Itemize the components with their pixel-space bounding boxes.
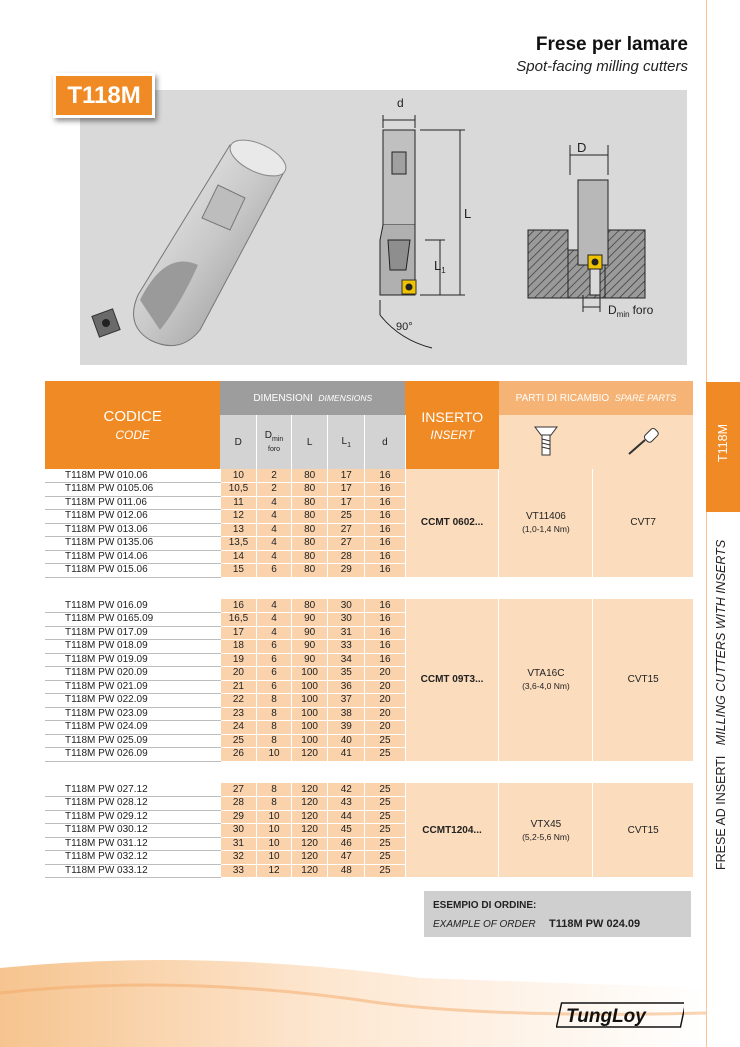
screw-torque: (3,6-4,0 Nm) bbox=[522, 681, 570, 692]
cell-code: T118M PW 012.06 bbox=[45, 510, 220, 524]
cell-D: 17 bbox=[220, 626, 256, 640]
cell-code: T118M PW 021.09 bbox=[45, 680, 220, 694]
cell-L: 80 bbox=[292, 564, 328, 578]
cell-L1: 39 bbox=[328, 721, 365, 735]
side-category bbox=[714, 540, 728, 870]
table-row bbox=[45, 783, 693, 797]
cell-D: 19 bbox=[220, 653, 256, 667]
cell-dmin: 4 bbox=[257, 537, 292, 551]
cell-d: 16 bbox=[365, 564, 405, 578]
side-divider bbox=[706, 0, 707, 1047]
cell-D: 15 bbox=[220, 564, 256, 578]
cell-L1: 33 bbox=[328, 640, 365, 654]
cell-D: 23 bbox=[220, 707, 256, 721]
cell-d: 20 bbox=[365, 694, 405, 708]
table-row bbox=[45, 599, 693, 613]
cell-D: 33 bbox=[220, 864, 256, 878]
col-L1: $L_1$ bbox=[328, 415, 365, 469]
cell-D: 30 bbox=[220, 824, 256, 838]
section-view-drawing bbox=[528, 145, 645, 312]
cell-L1: 44 bbox=[328, 810, 365, 824]
cell-L1: 28 bbox=[328, 550, 365, 564]
decorative-band bbox=[0, 948, 706, 1047]
cell-L1: 45 bbox=[328, 824, 365, 838]
cell-L: 80 bbox=[292, 469, 328, 483]
title-block bbox=[516, 34, 688, 75]
cell-dmin: 6 bbox=[257, 640, 292, 654]
order-example-code: T118M PW 024.09 bbox=[549, 918, 641, 930]
cell-code: T118M PW 014.06 bbox=[45, 550, 220, 564]
cell-L1: 17 bbox=[328, 496, 365, 510]
cell-L1: 40 bbox=[328, 734, 365, 748]
cell-d: 16 bbox=[365, 469, 405, 483]
cell-dmin: 2 bbox=[257, 469, 292, 483]
cell-dmin: 4 bbox=[257, 550, 292, 564]
header-code: CODICE CODE bbox=[45, 381, 220, 469]
cell-key: CVT15 bbox=[593, 783, 693, 878]
cell-L1: 17 bbox=[328, 483, 365, 497]
cell-d: 25 bbox=[365, 783, 405, 797]
cell-L: 120 bbox=[292, 837, 328, 851]
cell-L: 120 bbox=[292, 810, 328, 824]
dim-label-L: L bbox=[464, 206, 472, 221]
cell-L: 120 bbox=[292, 797, 328, 811]
cell-D: 10 bbox=[220, 469, 256, 483]
tungaloy-logo bbox=[556, 1001, 684, 1029]
cell-code: T118M PW 033.12 bbox=[45, 864, 220, 878]
cell-L1: 27 bbox=[328, 523, 365, 537]
cell-insert: CCMT 0602... bbox=[405, 469, 499, 577]
cell-dmin: 10 bbox=[257, 824, 292, 838]
cell-d: 16 bbox=[365, 550, 405, 564]
cell-L1: 29 bbox=[328, 564, 365, 578]
cell-L: 100 bbox=[292, 721, 328, 735]
side-category-en: MILLING CUTTERS WITH INSERTS bbox=[714, 539, 728, 746]
cell-L1: 17 bbox=[328, 469, 365, 483]
cell-d: 20 bbox=[365, 721, 405, 735]
cell-L: 120 bbox=[292, 851, 328, 865]
cell-L: 100 bbox=[292, 707, 328, 721]
cell-L1: 31 bbox=[328, 626, 365, 640]
cell-dmin: 8 bbox=[257, 694, 292, 708]
cell-code: T118M PW 017.09 bbox=[45, 626, 220, 640]
cell-dmin: 8 bbox=[257, 734, 292, 748]
cutter-3d-image bbox=[92, 133, 291, 346]
cell-dmin: 8 bbox=[257, 797, 292, 811]
cell-screw bbox=[499, 469, 593, 577]
spec-table bbox=[45, 381, 693, 878]
cell-L: 120 bbox=[292, 864, 328, 878]
cell-dmin: 10 bbox=[257, 837, 292, 851]
cell-L: 120 bbox=[292, 824, 328, 838]
cell-L: 80 bbox=[292, 550, 328, 564]
cell-code: T118M PW 019.09 bbox=[45, 653, 220, 667]
dim-label-d: d bbox=[397, 96, 404, 110]
group-spacer bbox=[45, 577, 693, 599]
cell-L: 90 bbox=[292, 653, 328, 667]
cell-code: T118M PW 022.09 bbox=[45, 694, 220, 708]
cell-dmin: 4 bbox=[257, 496, 292, 510]
cell-d: 16 bbox=[365, 510, 405, 524]
cell-L: 100 bbox=[292, 734, 328, 748]
order-example-box bbox=[424, 891, 691, 937]
cell-code: T118M PW 030.12 bbox=[45, 824, 220, 838]
cutter-drawing bbox=[80, 90, 687, 365]
screw-torque: (1,0-1,4 Nm) bbox=[522, 524, 570, 535]
cell-D: 28 bbox=[220, 797, 256, 811]
cell-d: 25 bbox=[365, 810, 405, 824]
cell-dmin: 4 bbox=[257, 523, 292, 537]
cell-code: T118M PW 023.09 bbox=[45, 707, 220, 721]
cell-code: T118M PW 010.06 bbox=[45, 469, 220, 483]
cell-dmin: 4 bbox=[257, 510, 292, 524]
cell-code: T118M PW 016.09 bbox=[45, 599, 220, 613]
cell-D: 13,5 bbox=[220, 537, 256, 551]
cell-D: 22 bbox=[220, 694, 256, 708]
col-dmin: $D_{min}$ foro bbox=[257, 415, 292, 469]
spec-table-body bbox=[45, 469, 693, 878]
cell-d: 25 bbox=[365, 734, 405, 748]
table-row bbox=[45, 469, 693, 483]
cell-code: T118M PW 015.06 bbox=[45, 564, 220, 578]
cell-L1: 41 bbox=[328, 748, 365, 762]
cell-code: T118M PW 0105.06 bbox=[45, 483, 220, 497]
cell-L1: 47 bbox=[328, 851, 365, 865]
cell-D: 24 bbox=[220, 721, 256, 735]
page-subtitle: Spot-facing milling cutters bbox=[516, 58, 688, 75]
order-label-en: EXAMPLE OF ORDER bbox=[433, 919, 536, 930]
cell-D: 20 bbox=[220, 667, 256, 681]
cell-L: 100 bbox=[292, 667, 328, 681]
cell-d: 25 bbox=[365, 837, 405, 851]
cell-L: 90 bbox=[292, 613, 328, 627]
cell-code: T118M PW 0135.06 bbox=[45, 537, 220, 551]
cell-D: 27 bbox=[220, 783, 256, 797]
dim-label-D: D bbox=[577, 140, 587, 155]
cell-L1: 42 bbox=[328, 783, 365, 797]
cell-d: 20 bbox=[365, 680, 405, 694]
cell-d: 16 bbox=[365, 613, 405, 627]
header-spare-parts: PARTI DI RICAMBIO SPARE PARTS bbox=[499, 381, 693, 415]
cell-D: 10,5 bbox=[220, 483, 256, 497]
cell-code: T118M PW 027.12 bbox=[45, 783, 220, 797]
cell-D: 11 bbox=[220, 496, 256, 510]
cell-L1: 38 bbox=[328, 707, 365, 721]
cell-D: 12 bbox=[220, 510, 256, 524]
cell-D: 16,5 bbox=[220, 613, 256, 627]
screw-icon bbox=[499, 415, 593, 469]
cell-L1: 46 bbox=[328, 837, 365, 851]
screw-code: VTX45 bbox=[530, 818, 562, 830]
cell-L: 90 bbox=[292, 640, 328, 654]
page-title: Frese per lamare bbox=[535, 34, 688, 55]
cell-d: 16 bbox=[365, 653, 405, 667]
cell-screw bbox=[499, 783, 593, 878]
order-label: ESEMPIO DI ORDINE: bbox=[433, 900, 537, 911]
cell-d: 25 bbox=[365, 824, 405, 838]
cell-D: 32 bbox=[220, 851, 256, 865]
cell-insert: CCMT1204... bbox=[405, 783, 499, 878]
cell-D: 18 bbox=[220, 640, 256, 654]
cell-L1: 25 bbox=[328, 510, 365, 524]
cell-code: T118M PW 032.12 bbox=[45, 851, 220, 865]
cell-d: 20 bbox=[365, 667, 405, 681]
cell-D: 13 bbox=[220, 523, 256, 537]
cell-screw bbox=[499, 599, 593, 761]
col-d: d bbox=[365, 415, 405, 469]
cell-dmin: 4 bbox=[257, 626, 292, 640]
cell-L: 90 bbox=[292, 626, 328, 640]
cell-L: 100 bbox=[292, 694, 328, 708]
cell-L1: 36 bbox=[328, 680, 365, 694]
cell-dmin: 8 bbox=[257, 783, 292, 797]
header-insert: INSERTO INSERT bbox=[405, 381, 499, 469]
cell-L1: 27 bbox=[328, 537, 365, 551]
col-L: L bbox=[292, 415, 328, 469]
cell-L: 80 bbox=[292, 510, 328, 524]
cell-L: 80 bbox=[292, 537, 328, 551]
cell-L: 100 bbox=[292, 680, 328, 694]
cell-code: T118M PW 020.09 bbox=[45, 667, 220, 681]
cell-code: T118M PW 024.09 bbox=[45, 721, 220, 735]
logo-text: TungLoy bbox=[566, 1006, 646, 1027]
side-tab-code: T118M bbox=[716, 424, 730, 462]
cell-code: T118M PW 0165.09 bbox=[45, 613, 220, 627]
screw-torque: (5,2-5,6 Nm) bbox=[522, 831, 570, 842]
cell-L1: 37 bbox=[328, 694, 365, 708]
cell-dmin: 10 bbox=[257, 851, 292, 865]
cell-code: T118M PW 028.12 bbox=[45, 797, 220, 811]
cell-dmin: 6 bbox=[257, 667, 292, 681]
cell-d: 16 bbox=[365, 496, 405, 510]
cell-d: 20 bbox=[365, 707, 405, 721]
cell-insert: CCMT 09T3... bbox=[405, 599, 499, 761]
cell-D: 31 bbox=[220, 837, 256, 851]
screw-code: VTA16C bbox=[527, 668, 565, 680]
cell-d: 16 bbox=[365, 523, 405, 537]
cell-code: T118M PW 029.12 bbox=[45, 810, 220, 824]
cell-code: T118M PW 018.09 bbox=[45, 640, 220, 654]
cell-L: 80 bbox=[292, 483, 328, 497]
cell-d: 25 bbox=[365, 864, 405, 878]
cell-d: 16 bbox=[365, 599, 405, 613]
cell-dmin: 4 bbox=[257, 613, 292, 627]
dim-label-dmin-foro: $D_{min}$ foro bbox=[608, 303, 654, 319]
cell-D: 16 bbox=[220, 599, 256, 613]
cell-code: T118M PW 013.06 bbox=[45, 523, 220, 537]
cell-d: 25 bbox=[365, 851, 405, 865]
cell-dmin: 10 bbox=[257, 810, 292, 824]
col-D: D bbox=[220, 415, 256, 469]
cell-key: CVT7 bbox=[593, 469, 693, 577]
side-view-drawing bbox=[380, 115, 465, 348]
cell-D: 25 bbox=[220, 734, 256, 748]
header-dimensions: DIMENSIONI DIMENSIONS bbox=[220, 381, 405, 415]
cell-L: 120 bbox=[292, 783, 328, 797]
cell-dmin: 8 bbox=[257, 707, 292, 721]
cell-L1: 35 bbox=[328, 667, 365, 681]
cell-L1: 34 bbox=[328, 653, 365, 667]
cell-dmin: 4 bbox=[257, 599, 292, 613]
dim-label-angle: 90° bbox=[396, 321, 413, 333]
cell-dmin: 10 bbox=[257, 748, 292, 762]
cell-dmin: 6 bbox=[257, 680, 292, 694]
cell-L: 120 bbox=[292, 748, 328, 762]
cell-D: 29 bbox=[220, 810, 256, 824]
cell-L: 80 bbox=[292, 599, 328, 613]
cell-L: 80 bbox=[292, 523, 328, 537]
side-category-it: FRESE AD INSERTI bbox=[714, 755, 728, 870]
cell-D: 21 bbox=[220, 680, 256, 694]
cell-dmin: 6 bbox=[257, 653, 292, 667]
cell-d: 25 bbox=[365, 748, 405, 762]
cell-L1: 48 bbox=[328, 864, 365, 878]
cell-d: 16 bbox=[365, 626, 405, 640]
cell-L1: 30 bbox=[328, 599, 365, 613]
cell-d: 25 bbox=[365, 797, 405, 811]
cell-code: T118M PW 026.09 bbox=[45, 748, 220, 762]
cell-dmin: 6 bbox=[257, 564, 292, 578]
product-code-badge: T118M bbox=[53, 73, 155, 118]
cell-D: 26 bbox=[220, 748, 256, 762]
cell-L1: 43 bbox=[328, 797, 365, 811]
cell-code: T118M PW 031.12 bbox=[45, 837, 220, 851]
cell-D: 14 bbox=[220, 550, 256, 564]
cell-dmin: 12 bbox=[257, 864, 292, 878]
screwdriver-icon bbox=[593, 415, 693, 469]
cell-key: CVT15 bbox=[593, 599, 693, 761]
cell-code: T118M PW 011.06 bbox=[45, 496, 220, 510]
product-illustration-panel bbox=[80, 90, 687, 365]
cell-d: 16 bbox=[365, 640, 405, 654]
cell-dmin: 8 bbox=[257, 721, 292, 735]
cell-code: T118M PW 025.09 bbox=[45, 734, 220, 748]
cell-dmin: 2 bbox=[257, 483, 292, 497]
dim-label-L1: $L_1$ bbox=[434, 258, 446, 275]
cell-d: 16 bbox=[365, 537, 405, 551]
cell-d: 16 bbox=[365, 483, 405, 497]
cell-L1: 30 bbox=[328, 613, 365, 627]
group-spacer bbox=[45, 761, 693, 783]
screw-code: VT11406 bbox=[526, 511, 566, 523]
cell-L: 80 bbox=[292, 496, 328, 510]
